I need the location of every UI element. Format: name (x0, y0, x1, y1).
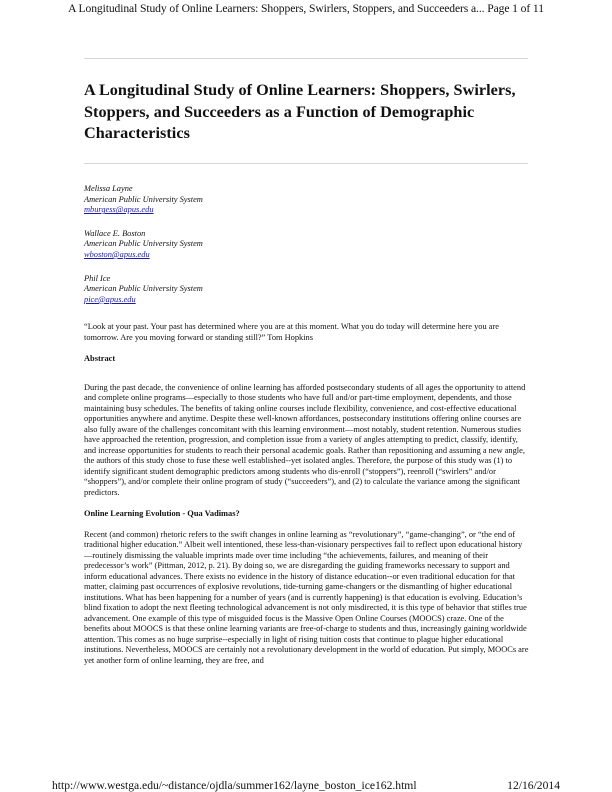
author-block (84, 229, 524, 261)
author-name: Melissa Layne (84, 184, 133, 193)
author-block (84, 184, 524, 216)
author-email-link[interactable]: pice@apus.edu (84, 294, 136, 304)
top-divider (84, 58, 528, 59)
author-name: Phil Ice (84, 273, 111, 283)
article-body (84, 322, 530, 677)
epigraph: “Look at your past. Your past has determined where you are at this moment. What you do today will determine here you are tomorrow. Are you moving forward or standing still?” Tom Hopkins (84, 322, 499, 342)
footer-date: 12/16/2014 (507, 779, 560, 792)
author-list (84, 184, 524, 318)
footer-url: http://www.westga.edu/~distance/ojdla/summer162/layne_boston_ice162.html (52, 779, 417, 792)
author-email-link[interactable]: mburgess@apus.edu (84, 205, 154, 215)
author-block (84, 274, 524, 306)
section-heading: Online Learning Evolution - Qua Vadimas? (84, 508, 240, 518)
title-divider (84, 163, 528, 164)
author-affiliation: American Public University System (84, 194, 203, 204)
section-paragraph: Recent (and common) rhetoric refers to the swift changes in online learning as “revolutionary”, “game-changing”, or “the end of traditional higher education.” Albeit well intentioned, these less-than-visionary perspectives fail to reflect upon educational history—routinely dismissing the valuable imprints made over time including “the achievements, failures, and meaning of their predecessor’s work” (Pittman, 2012, p. 21). By doing so, we are disregarding the guiding frameworks necessary to support and inform educational advances. There exists no evidence in the history of distance education--or even traditional education for that matter, claiming past occurrences of explosive revolutions, tide-turning game-changers or the dismantling of higher educational institutions. What has been happening for a number of years (and is currently happening) is that education is evolving. Education’s blind fixation to adopt the next fleeting technological advancement is not only misdirected, it is this type of behavior that stifles true advancement. One example of this type of misguided focus is the Massive Open Online Courses (MOOCS) craze. One of the benefits about MOOCS is that these online learning variants are free-of-charge to students and thus, increasingly gaining worldwide attention. This comes as no huge surprise--especially in light of rising tuition costs that continue to plague higher educational institutions. Nevertheless, MOOCS are certainly not a revolutionary development in the world of education. Put simply, MOOCs are yet another form of online learning, they are free, and (84, 529, 529, 665)
author-affiliation: American Public University System (84, 284, 203, 294)
running-header: A Longitudinal Study of Online Learners: Shoppers, Swirlers, Stoppers, and Succeeders a... Page 1 of 11 (68, 2, 544, 15)
author-email-link[interactable]: wboston@apus.edu (84, 249, 150, 259)
abstract-heading: Abstract (84, 353, 116, 363)
article-title: A Longitudinal Study of Online Learners: Shoppers, Swirlers, Stoppers, and Succeeders as a Function of Demographic Characteristics (84, 81, 516, 142)
author-name: Wallace E. Boston (84, 228, 146, 238)
author-affiliation: American Public University System (84, 239, 203, 249)
abstract-paragraph: During the past decade, the convenience of online learning has afforded postsecondary students of all ages the opportunity to attend and complete online programs—especially to those students who have full and/or part-time employment, dependents, and those maintaining busy schedules. The benefits of taking online courses include flexibility, convenience, and cost-effective educational opportunities anywhere and anytime. Despite these well-known affordances, postsecondary institutions offering online courses are also fully aware of the challenges concomitant with this learning environment—most notably, student retention. Numerous studies have approached the retention, progression, and completion issue from a variety of angles attempting to predict, classify, identify, and increase opportunities for students to reach their personal academic goals. Rather than repositioning and assuming a new angle, the authors of this study chose to fuse these well established--yet isolated angles. Therefore, the purpose of this study was (1) to identify significant student demographic predictors among students who dis-enroll (“stoppers”), reenroll (“swirlers” and/or “shoppers”), and/or complete their online program of study (“succeeders”), and (2) to calculate the variance among the significant predictors. (84, 382, 526, 497)
